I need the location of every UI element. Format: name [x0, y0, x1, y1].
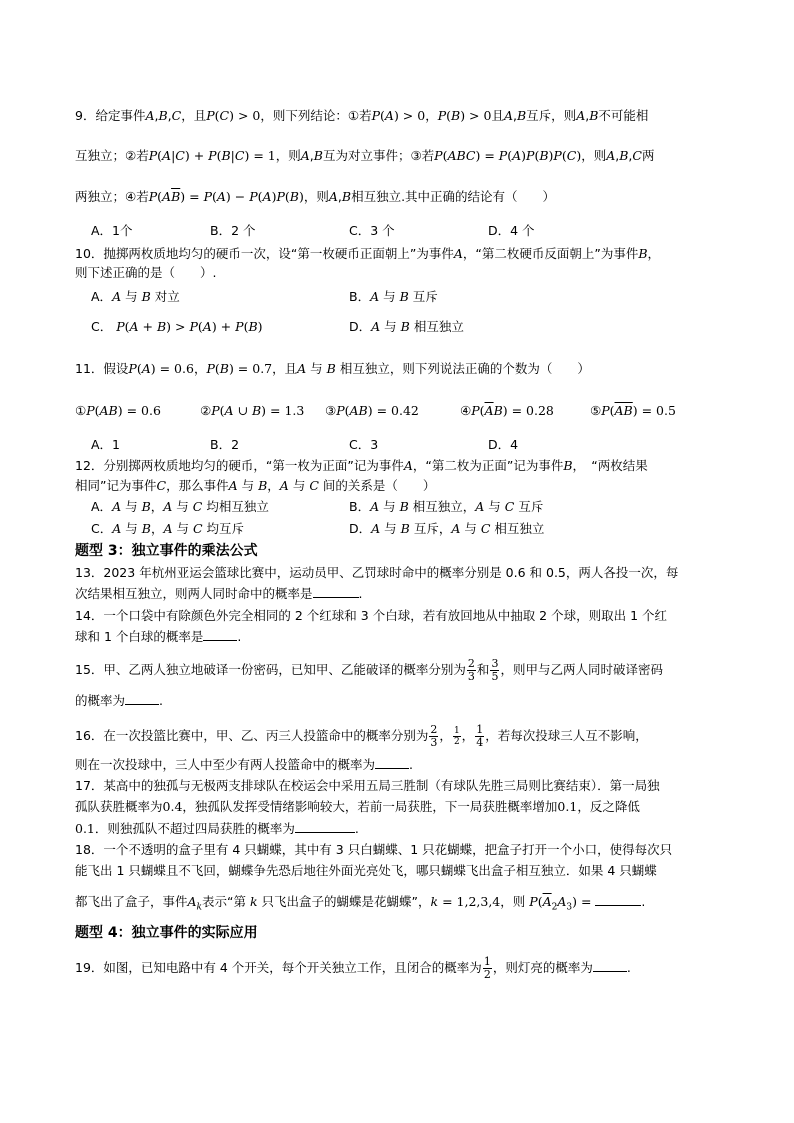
text: ，反之降低: [577, 799, 640, 814]
q15-line1: [75, 658, 663, 683]
fraction: $\frac{3}{5}$: [491, 657, 499, 683]
text: 表示“第: [202, 894, 246, 909]
text: 相互独立: [413, 319, 464, 334]
q11-item-4: $④P(\overline{A}B) = 0.28$: [460, 403, 554, 418]
q11-option-b: B．2: [210, 437, 240, 452]
text: 9．给定事件: [75, 108, 146, 123]
text: 11．假设: [75, 361, 129, 376]
q11-item-2: ②P(A ∪ B) = 1.3: [200, 403, 305, 418]
answer-blank: [125, 692, 159, 705]
text: 不可能相: [598, 108, 649, 123]
text: 相互独立，则下列说法正确的个数为（ ）: [339, 361, 590, 376]
text: 则在一次投球中，三人中至少有两人投篮命中的概率为: [75, 757, 376, 772]
text: 与: [241, 478, 255, 493]
text: 相互独立: [494, 521, 545, 536]
q12-line1: 12．分别掷两枚质地均匀的硬币，“第一枚为正面”记为事件A，“第二枚为正面”记为事件B， “两枚结果: [75, 458, 648, 473]
text: ③: [325, 403, 337, 418]
text: 且: [491, 108, 504, 123]
text: 与: [488, 499, 501, 514]
answer-blank: [313, 585, 359, 598]
fraction: $\frac{1}{2}$: [453, 726, 460, 747]
text: ，则: [275, 148, 301, 163]
text: ．则独孤队不超过四局获胜的概率为: [94, 821, 295, 836]
answer-blank: [595, 893, 641, 906]
fraction: $\frac{1}{4}$: [476, 723, 484, 749]
text: 与: [384, 521, 397, 536]
text: B．: [349, 289, 371, 304]
q11-line1: 11．假设P(A) = 0.6，P(B) = 0.7，且A 与 B 相互独立，则下列说法正确的个数为（ ）: [75, 361, 590, 376]
text: 互为对立事件；③若: [322, 148, 435, 163]
text: ，: [461, 728, 475, 743]
text: 都飞出了盒子，事件: [75, 894, 188, 909]
q9-line3: 两独立；④若$P(A\overline{B}) = P(A) - P(A)P(B)$，则A,B相互独立.其中正确的结论有（ ）: [75, 189, 556, 204]
q13-line2: 次结果相互独立，则两人同时命中的概率是 .: [75, 586, 363, 601]
q11-item-5: $⑤P(\overline{AB}) = 0.5$: [590, 403, 676, 418]
text: 与: [464, 521, 477, 536]
q18-line3: 都飞出了盒子，事件$A_k$表示“第 k 只飞出盒子的蝴蝶是花蝴蝶”，k = 1,2,3,4，则 $P(\overline{A}_2A_3)$ = .: [75, 894, 646, 913]
text: 均相互独立: [206, 499, 269, 514]
q10-option-d: D．A 与 B 相互独立: [349, 319, 464, 334]
text: 相互独立，: [412, 499, 476, 514]
text: 间的关系是（ ）: [322, 478, 436, 493]
section-title-4: 题型 4：独立事件的实际应用: [75, 925, 258, 941]
q9-line2: 互独立；②若P(A|C) + P(B|C) = 1，则A,B互为对立事件；③若P(ABC) = P(A)P(B)P(C)，则A,B,C两: [75, 148, 655, 163]
text: ，: [425, 108, 438, 123]
text: 孤队获胜概率为: [75, 799, 163, 814]
text: 互斥，则: [526, 108, 577, 123]
q12-option-a: A．A 与 B，A 与 C 均相互独立: [91, 499, 269, 514]
text: 与: [384, 319, 397, 334]
text: ，独孤队发挥受情绪影响较大，若前一局获胜，下一局获胜概率增加: [182, 799, 558, 814]
q18-line2: 能飞出 1 只蝴蝶且不飞回，蝴蝶争先恐后地往外面光亮处飞，哪只蝴蝶飞出盒子相互独立．如果 4 只蝴蝶: [75, 863, 657, 878]
q17-line1: 17．某高中的独孤与无极两支排球队在校运会中采用五局三胜制（有球队先胜三局则比赛结束）．第一局独: [75, 778, 660, 793]
q16-line1: [75, 724, 648, 749]
q10-option-c: C． P(A + B) > P(A) + P(B): [91, 319, 263, 334]
text: ，: [150, 521, 164, 536]
text: ，: [150, 499, 164, 514]
q15-line2: 的概率为 .: [75, 693, 163, 708]
text: ，则: [303, 189, 329, 204]
text: C．: [91, 521, 113, 536]
q9-line1: 9．给定事件A,B,C，且P(C) > 0，则下列结论：①若P(A) > 0，P(B) > 0且A,B互斥，则A,B不可能相: [75, 108, 649, 123]
text: ，若每次投球三人互不影响，: [485, 728, 648, 743]
text: ，: [267, 478, 280, 493]
text: 10．抛掷两枚质地均匀的硬币一次，设“第一枚硬币正面朝上”为事件: [75, 246, 454, 261]
section-title-3: 题型 3：独立事件的乘法公式: [75, 543, 258, 559]
q12-option-d: D．A 与 B 互斥，A 与 C 相互独立: [349, 521, 545, 536]
text: ⑤: [590, 403, 602, 418]
text: 的概率为: [75, 693, 126, 708]
text: ，“第二枚硬币反面朝上”为事件: [462, 246, 639, 261]
text: ①: [75, 403, 87, 418]
text: 互斥，: [413, 521, 452, 536]
text: ，则: [500, 894, 526, 909]
text: 互斥: [518, 499, 544, 514]
text: ，则: [581, 148, 607, 163]
q10-option-b: B．A 与 B 互斥: [349, 289, 438, 304]
text: 只飞出盒子的蝴蝶是花蝴蝶”，: [261, 894, 431, 909]
answer-blank: [295, 820, 355, 833]
text: 互独立；②若: [75, 148, 149, 163]
text: 与: [125, 521, 138, 536]
q12-option-b: B．A 与 B 相互独立，A 与 C 互斥: [349, 499, 544, 514]
fraction: $\frac{2}{3}$: [467, 657, 475, 683]
text: 相互独立.其中正确的结论有（ ）: [351, 189, 556, 204]
text: 对立: [154, 289, 180, 304]
text: 16．在一次投篮比赛中，甲、乙、丙三人投篮命中的概率分别为: [75, 728, 429, 743]
q19-line1: 19．如图，已知电路中有 4 个开关，每个开关独立工作，且闭合的概率为 $\frac{1}{2}$ ，则灯亮的概率为 .: [75, 955, 631, 981]
fraction: $\frac{1}{2}$: [483, 955, 491, 981]
text: 相同”记为事件: [75, 478, 157, 493]
text: A．: [91, 499, 113, 514]
text: D．: [349, 319, 372, 334]
text: ，“第二枚为正面”记为事件: [412, 458, 564, 473]
answer-blank: [375, 756, 409, 769]
q9-option-b: B．2 个: [210, 223, 256, 238]
q11-option-d: D．4: [488, 437, 519, 452]
fraction: $\frac{2}{3}$: [430, 723, 438, 749]
q12-line2: 相同”记为事件C，那么事件A 与 B，A 与 C 间的关系是（ ）: [75, 478, 436, 493]
answer-blank: [593, 959, 627, 972]
q17-line2: 孤队获胜概率为0.4，独孤队发挥受情绪影响较大，若前一局获胜，下一局获胜概率增加0.1，反之降低: [75, 799, 640, 814]
text: 和: [476, 662, 490, 677]
q11-option-c: C．3: [349, 437, 379, 452]
text: 与: [292, 478, 306, 493]
q12-option-c: C．A 与 B，A 与 C 均互斥: [91, 521, 245, 536]
text: 19．如图，已知电路中有 4 个开关，每个开关独立工作，且闭合的概率为: [75, 960, 482, 975]
q16-line2: 则在一次投球中，三人中至少有两人投篮命中的概率为 .: [75, 757, 413, 772]
text: A．: [91, 289, 113, 304]
text: 与: [125, 289, 138, 304]
text: 次结果相互独立，则两人同时命中的概率是: [75, 586, 313, 601]
text: ，且: [181, 108, 207, 123]
q17-line3: 0.1．则独孤队不超过四局获胜的概率为 .: [75, 821, 359, 836]
q11-item-3: ③P(AB) = 0.42: [325, 403, 419, 418]
text: 两: [641, 148, 655, 163]
text: 与: [310, 361, 323, 376]
q14-line2: 球和 1 个白球的概率是 .: [75, 629, 242, 644]
answer-blank: [203, 628, 237, 641]
q9-option-c: C．3 个: [349, 223, 395, 238]
text: ，: [439, 728, 452, 743]
text: ，则甲与乙两人同时破译密码: [500, 662, 663, 677]
text: 均互斥: [206, 521, 245, 536]
text: ，那么事件: [166, 478, 229, 493]
q9-option-a: A．1个: [91, 223, 133, 238]
text: ④: [460, 403, 472, 418]
q10-line2: 则下述正确的是（ ）.: [75, 265, 217, 280]
text: ， “两枚结果: [572, 458, 648, 473]
q10-line1: 10．抛掷两枚质地均匀的硬币一次，设“第一枚硬币正面朝上”为事件A，“第二枚硬币反面朝上”为事件B，: [75, 246, 661, 261]
q9-option-d: D．4 个: [488, 223, 535, 238]
q13-line1: 13．2023 年杭州亚运会篮球比赛中，运动员甲、乙罚球时命中的概率分别是 0.6 和 0.5，两人各投一次，每: [75, 565, 679, 580]
text: 15．甲、乙两人独立地破译一份密码，已知甲、乙能破译的概率分别为: [75, 662, 466, 677]
text: 与: [176, 521, 189, 536]
text: ②: [200, 403, 212, 418]
q11-option-a: A．1: [91, 437, 121, 452]
text: B．: [349, 499, 371, 514]
text: ，且: [272, 361, 298, 376]
text: 两独立；④若: [75, 189, 149, 204]
q14-line1: 14．一个口袋中有除颜色外完全相同的 2 个红球和 3 个白球，若有放回地从中抽取 2 个球，则取出 1 个红: [75, 608, 668, 623]
text: 与: [125, 499, 138, 514]
text: 互斥: [412, 289, 438, 304]
q11-item-1: ①P(AB) = 0.6: [75, 403, 161, 418]
text: D．: [349, 521, 372, 536]
text: 与: [176, 499, 189, 514]
q18-line1: 18．一个不透明的盒子里有 4 只蝴蝶，其中有 3 只白蝴蝶、1 只花蝴蝶，把盒子打开一个小口，使得每次只: [75, 842, 673, 857]
text: 12．分别掷两枚质地均匀的硬币，“第一枚为正面”记为事件: [75, 458, 404, 473]
text: ，则灯亮的概率为: [492, 960, 593, 975]
text: ，: [193, 361, 207, 376]
text: 与: [383, 499, 396, 514]
text: C．: [91, 319, 113, 334]
text: 与: [383, 289, 396, 304]
text: ，则下列结论：①若: [260, 108, 372, 123]
text: 球和 1 个白球的概率是: [75, 629, 204, 644]
q10-option-a: A．A 与 B 对立: [91, 289, 180, 304]
